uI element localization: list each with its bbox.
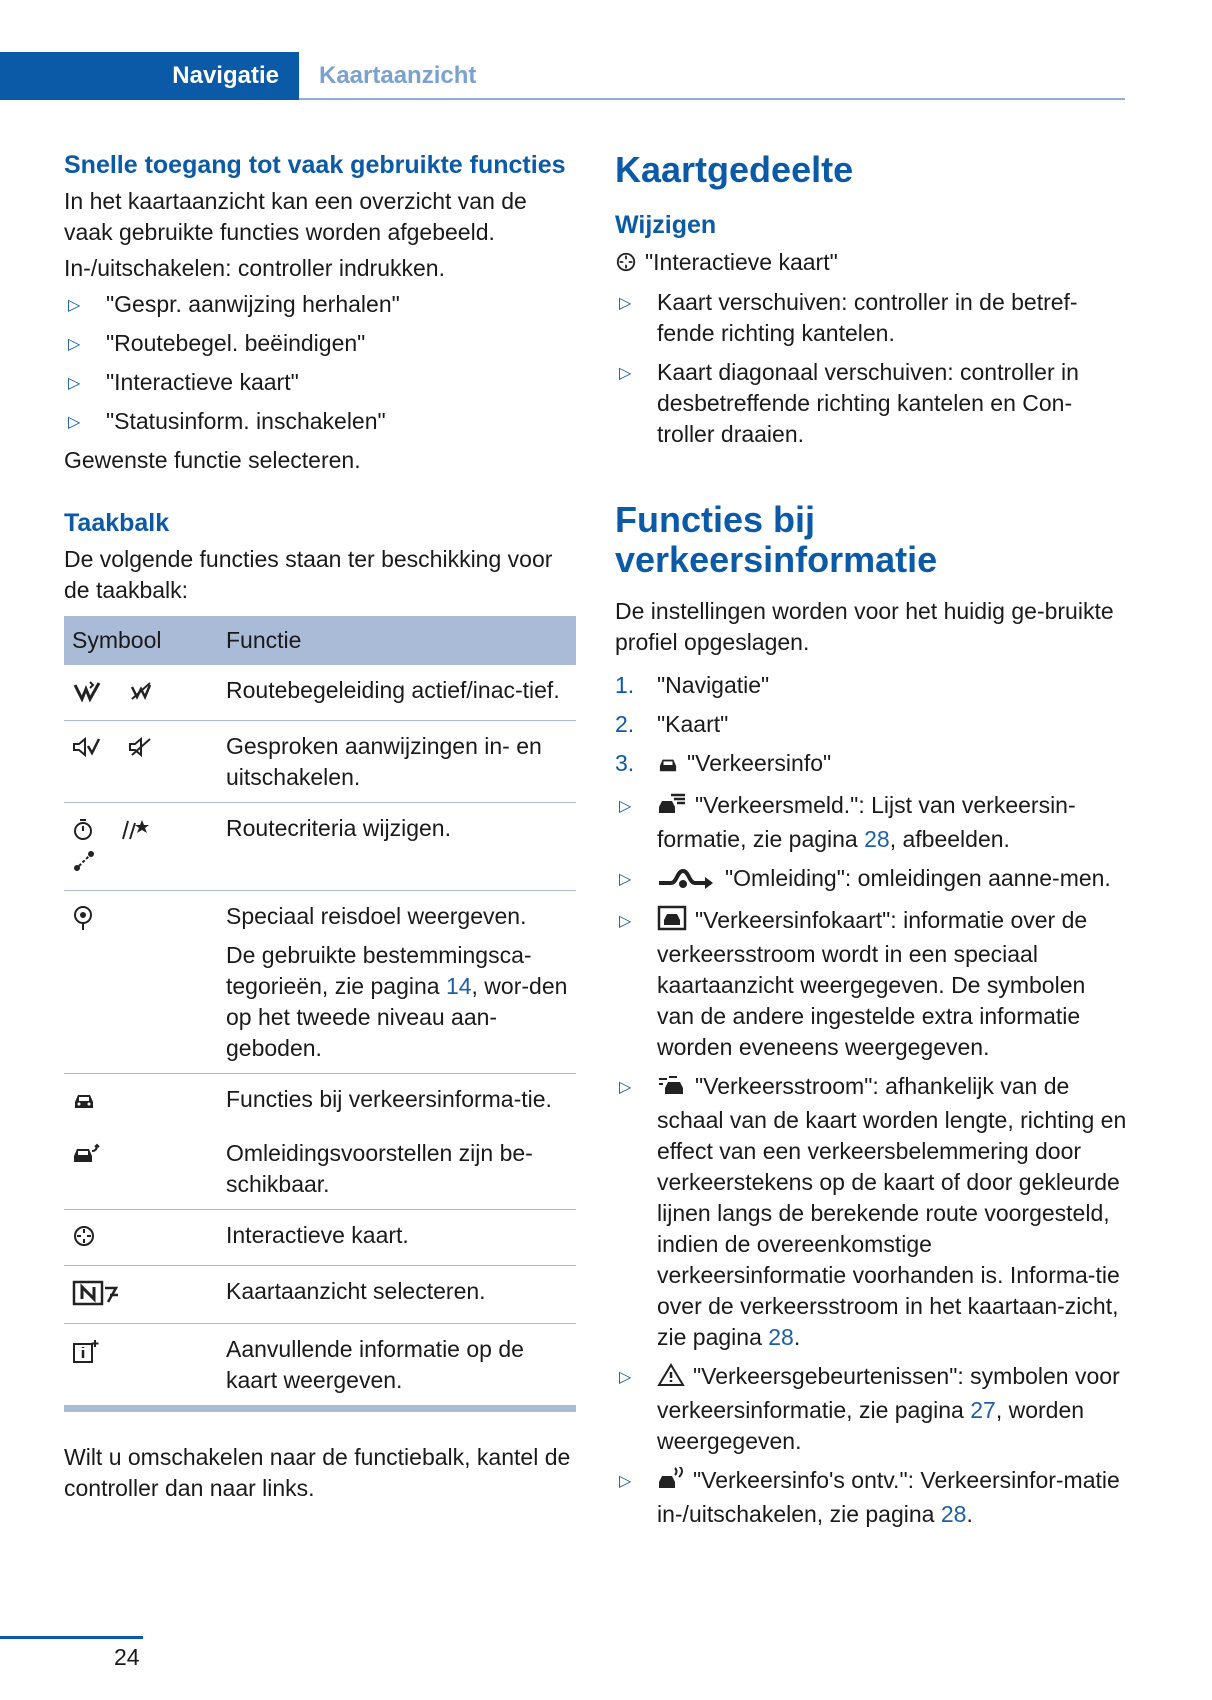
quick-access-title: Snelle toegang tot vaak gebruikte functies — [64, 151, 566, 179]
voice-on-icon — [72, 738, 102, 764]
route-guidance-off-icon — [128, 682, 154, 708]
list-item: ▷ Kaart diagonaal verschuiven: controller in desbetreffende richting kantelen en Con-troller draaien. — [619, 359, 1079, 447]
bullet-icon: ▷ — [619, 365, 632, 382]
table-cell-function: Functies bij verkeersinforma-tie. — [226, 1086, 552, 1112]
page-link[interactable]: 28 — [864, 826, 890, 852]
bullet-icon: ▷ — [68, 297, 81, 314]
quick-access-intro: In het kaartaanzicht kan een overzicht van de vaak gebruikte functies worden afgebeeld. — [64, 188, 527, 245]
interactive-map-icon — [615, 250, 637, 281]
traffic-section-title: Functies bij verkeersinformatie — [615, 499, 938, 580]
page-link[interactable]: 14 — [445, 973, 472, 999]
traffic-options — [615, 790, 1127, 1530]
bullet-icon: ▷ — [619, 913, 632, 930]
table-bottom-bar — [64, 1406, 576, 1412]
list-item: ▷ "Verkeersinfokaart": informatie over de verkeersstroom wordt in een speciaal kaartaanzicht weergegeven. De symbolen van de andere ingestelde extra informatie worden eveneens weergegeven. — [619, 907, 1088, 1060]
list-item: ▷ "Verkeersstroom": afhankelijk van de schaal van de kaart worden lengte, richting en effect van een verkeersbelemmering door verkeerstekens op de kaart of door gekleurde lijnen langs de berekende route voorgesteld, indien de overeenkomstige verkeersinformatie voorhanden is. Informa-tie over de verkeersstroom in het kaartaan-zicht, zie pagina 28. — [619, 1073, 1127, 1350]
map-section-list — [615, 287, 1127, 450]
traffic-car-icon — [657, 751, 679, 782]
page-link[interactable]: 28 — [940, 1501, 967, 1527]
table-cell-function: Omleidingsvoorstellen zijn be-schikbaar. — [218, 1128, 576, 1210]
list-item: ▷ "Verkeersgebeurtenissen": symbolen voor verkeersinformatie, zie pagina 27, worden weergegeven. — [619, 1363, 1120, 1454]
table-header-symbol: Symbool — [64, 616, 218, 665]
header-subsection: Kaartaanzicht — [319, 62, 477, 89]
traffic-messages-icon — [657, 792, 687, 824]
table-cell-function: Gesproken aanwijzingen in- en uitschakelen. — [218, 721, 576, 803]
header-section: Navigatie — [0, 52, 299, 100]
table-row — [64, 1128, 576, 1210]
page-number: 24 — [114, 1644, 140, 1670]
page-link[interactable]: 28 — [768, 1324, 794, 1350]
additional-info-icon — [72, 1343, 100, 1369]
right-column — [615, 150, 1127, 1538]
traffic-map-icon — [657, 905, 687, 939]
bullet-icon: ▷ — [619, 871, 632, 888]
list-item: 1. "Navigatie" — [615, 672, 770, 698]
traffic-reception-icon — [657, 1467, 685, 1499]
detour-icon — [657, 866, 717, 897]
footer-divider — [0, 1636, 143, 1639]
list-item: 2. "Kaart" — [615, 711, 729, 737]
table-cell-function: Aanvullende informatie op de kaart weergeven. — [218, 1324, 576, 1406]
list-item: ▷ "Verkeersinfo's ontv.": Verkeersinfor-matie in-/uitschakelen, zie pagina 28. — [619, 1467, 1120, 1527]
list-item: ▷ "Verkeersmeld.": Lijst van verkeersin-formatie, zie pagina 28, afbeelden. — [619, 792, 1076, 852]
traffic-intro: De instellingen worden voor het huidig ge-bruikte profiel opgeslagen. — [615, 598, 1114, 655]
list-item: ▷ "Gespr. aanwijzing herhalen" — [64, 289, 576, 320]
interactive-map-icon — [72, 1227, 96, 1253]
list-item: ▷ "Interactieve kaart" — [64, 367, 576, 398]
quick-access-toggle: In-/uitschakelen: controller indrukken. — [64, 255, 445, 281]
list-item: ▷ "Statusinform. inschakelen" — [64, 406, 576, 437]
list-item: ▷ Kaart verschuiven: controller in de betref-fende richting kantelen. — [619, 289, 1078, 346]
bullet-icon: ▷ — [68, 375, 81, 392]
taskbar-table — [64, 616, 576, 1406]
bullet-icon: ▷ — [68, 414, 81, 431]
map-section-title: Kaartgedeelte — [615, 149, 854, 190]
table-cell-function: Routecriteria wijzigen. — [218, 803, 576, 891]
fast-route-icon — [72, 820, 94, 846]
voice-off-icon — [128, 738, 154, 764]
bullet-icon: ▷ — [619, 1473, 632, 1490]
taskbar-outro: Wilt u omschakelen naar de functiebalk, kantel de controller dan naar links. — [64, 1444, 571, 1501]
bullet-icon: ▷ — [619, 295, 632, 312]
scenic-route-icon — [120, 820, 150, 846]
table-cell-function: Kaartaanzicht selecteren. — [218, 1266, 576, 1324]
route-guidance-on-icon — [72, 682, 102, 708]
table-row — [64, 803, 576, 891]
special-destination-icon — [72, 910, 94, 936]
header-divider — [299, 98, 1125, 100]
page-header — [0, 52, 1125, 100]
bullet-icon: ▷ — [619, 1369, 632, 1386]
traffic-flow-icon — [657, 1073, 687, 1105]
table-cell-function: Interactieve kaart. — [218, 1210, 576, 1266]
table-cell-function: Speciaal reisdoel weergeven. — [226, 903, 527, 929]
table-row — [64, 721, 576, 803]
detour-car-icon — [72, 1144, 100, 1170]
bullet-icon: ▷ — [68, 336, 81, 353]
short-route-icon — [72, 852, 96, 878]
taskbar-intro: De volgende functies staan ter beschikking voor de taakbalk: — [64, 546, 553, 603]
table-row — [64, 1210, 576, 1266]
list-item: ▷ "Omleiding": omleidingen aanne-men. — [615, 863, 1127, 897]
table-row — [64, 665, 576, 721]
traffic-car-icon — [72, 1090, 96, 1116]
taskbar-title: Taakbalk — [64, 509, 170, 537]
table-row — [64, 891, 576, 1074]
bullet-icon: ▷ — [619, 798, 632, 815]
table-cell-extra: De gebruikte bestemmingsca-tegorieën, zie pagina 14, wor-den op het tweede niveau aan-geboden. — [226, 942, 568, 1061]
traffic-steps — [615, 670, 1127, 782]
warning-triangle-icon — [657, 1363, 685, 1395]
list-item: 3. "Verkeersinfo" — [615, 748, 1127, 782]
left-column — [64, 150, 576, 1504]
table-row — [64, 1324, 576, 1406]
table-cell-function: Routebegeleiding actief/inac-tief. — [218, 665, 576, 721]
map-menu-line: "Interactieve kaart" — [615, 247, 1127, 281]
table-row — [64, 1266, 576, 1324]
page-link[interactable]: 27 — [970, 1397, 996, 1423]
quick-access-outro: Gewenste functie selecteren. — [64, 447, 361, 473]
list-item: ▷ "Routebegel. beëindigen" — [64, 328, 576, 359]
table-header-function: Functie — [218, 616, 576, 665]
map-view-icon — [72, 1285, 122, 1311]
quick-access-list — [64, 289, 576, 437]
table-row — [64, 1074, 576, 1129]
map-section-subtitle: Wijzigen — [615, 211, 717, 239]
bullet-icon: ▷ — [619, 1079, 632, 1096]
